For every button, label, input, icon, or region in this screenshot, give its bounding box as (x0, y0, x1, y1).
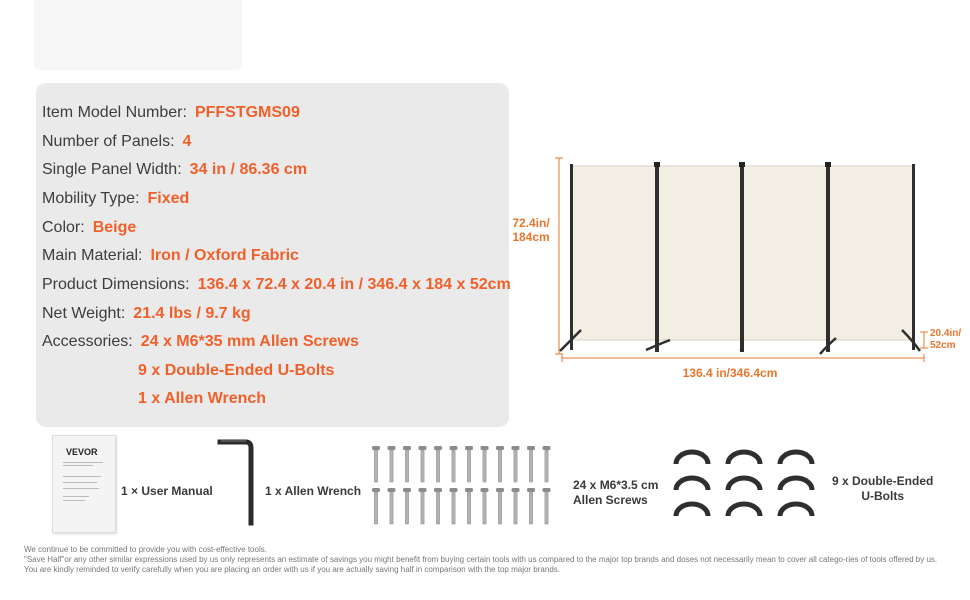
screw-icon (527, 446, 535, 482)
accessory-ubolts: 9 x Double-Ended U-Bolts (138, 362, 335, 379)
screw-icon (403, 488, 411, 524)
spec-panels (42, 130, 191, 154)
top-image-placeholder (34, 0, 242, 70)
allen-wrench-label: 1 x Allen Wrench (265, 484, 362, 498)
manual-text-line (63, 476, 101, 477)
accessory-wrench: 1 x Allen Wrench (138, 390, 267, 407)
spec-label: Number of Panels: (42, 133, 175, 150)
screw-icon (496, 488, 504, 524)
u-bolts-image (668, 440, 828, 524)
disclaimer-footer (24, 545, 954, 575)
screw-icon (465, 446, 473, 482)
screw-icon (372, 446, 380, 482)
allen-screws-label: 24 x M6*3.5 cm Allen Screws (573, 478, 659, 507)
screw-icon (434, 446, 442, 482)
u-bolt-icon (728, 478, 760, 490)
allen-screws-image (368, 440, 568, 528)
screw-icon (419, 446, 427, 482)
spec-label: Item Model Number: (42, 104, 187, 121)
vevor-logo: VEVOR (66, 447, 98, 457)
footer-line: We continue to be committed to provide you with cost-effective tools. (24, 545, 267, 554)
spec-value: Iron / Oxford Fabric (150, 247, 299, 264)
screw-icon (465, 488, 473, 524)
u-bolt-icon (676, 478, 708, 490)
spec-label: Net Weight: (42, 305, 126, 322)
spec-accessories (42, 330, 359, 354)
screw-icon (481, 446, 489, 482)
screw-icon (388, 446, 396, 482)
room-divider-illustration (550, 150, 950, 380)
u-bolt-icon (676, 504, 708, 516)
screw-icon (450, 488, 458, 524)
screw-icon (434, 488, 442, 524)
allen-wrench-image (216, 437, 260, 529)
screw-icon (543, 446, 551, 482)
manual-text-line (63, 496, 89, 497)
spec-mobility (42, 187, 189, 211)
screw-icon (512, 446, 520, 482)
screw-icon (496, 446, 504, 482)
spec-label: Color: (42, 219, 85, 236)
spec-color (42, 216, 136, 240)
screw-icon (512, 488, 520, 524)
u-bolt-icon (780, 478, 812, 490)
spec-label: Single Panel Width: (42, 161, 182, 178)
u-bolt-icon (780, 452, 812, 464)
spec-value: 21.4 lbs / 9.7 kg (133, 305, 251, 322)
user-manual-image (52, 435, 116, 533)
spec-value: 34 in / 86.36 cm (189, 161, 308, 178)
height-dimension-label: 72.4in/ 184cm (512, 216, 550, 244)
screw-icon (403, 446, 411, 482)
u-bolt-icon (728, 452, 760, 464)
screw-icon (372, 488, 380, 524)
screw-icon (419, 488, 427, 524)
spec-weight (42, 302, 251, 326)
u-bolt-icon (780, 504, 812, 516)
screw-icon (543, 488, 551, 524)
u-bolt-icon (728, 504, 760, 516)
depth-dimension-label: 20.4in/ 52cm (930, 328, 962, 351)
spec-value: 136.4 x 72.4 x 20.4 in / 346.4 x 184 x 52cm (197, 276, 511, 293)
manual-text-line (63, 488, 99, 489)
manual-text-line (63, 465, 93, 466)
footer-line: You are kindly reminded to verify carefully when you are placing an order with us if you are actually saving half in comparison with the top major brands. (24, 565, 560, 574)
screw-icon (388, 488, 396, 524)
spec-value: PFFSTGMS09 (194, 104, 300, 121)
spec-value: 24 x M6*35 mm Allen Screws (140, 333, 359, 350)
spec-value: Fixed (147, 190, 190, 207)
spec-value: Beige (92, 219, 137, 236)
u-bolt-icon (676, 452, 708, 464)
spec-dimensions (42, 273, 511, 297)
spec-label: Mobility Type: (42, 190, 140, 207)
footer-line: "Save Half"or any other similar expressions used by us only represents an estimate of savings you might benefit from buying certain tools with us compared to the major top brands and doses not necessarily mean to cover all catego-ries of tools offered by us. (24, 555, 938, 564)
manual-text-line (63, 462, 103, 463)
user-manual-label: 1 × User Manual (121, 484, 213, 498)
screw-icon (481, 488, 489, 524)
spec-value: 4 (182, 133, 192, 150)
spec-material (42, 244, 299, 268)
screw-icon (527, 488, 535, 524)
spec-panel-width (42, 158, 307, 182)
width-dimension-label: 136.4 in/346.4cm (682, 366, 778, 380)
u-bolts-label: 9 x Double-Ended U-Bolts (832, 474, 934, 503)
manual-text-line (63, 482, 97, 483)
manual-text-line (63, 500, 85, 501)
spec-label: Accessories: (42, 333, 133, 350)
screw-icon (450, 446, 458, 482)
spec-model (42, 101, 300, 125)
spec-label: Main Material: (42, 247, 143, 264)
spec-label: Product Dimensions: (42, 276, 190, 293)
